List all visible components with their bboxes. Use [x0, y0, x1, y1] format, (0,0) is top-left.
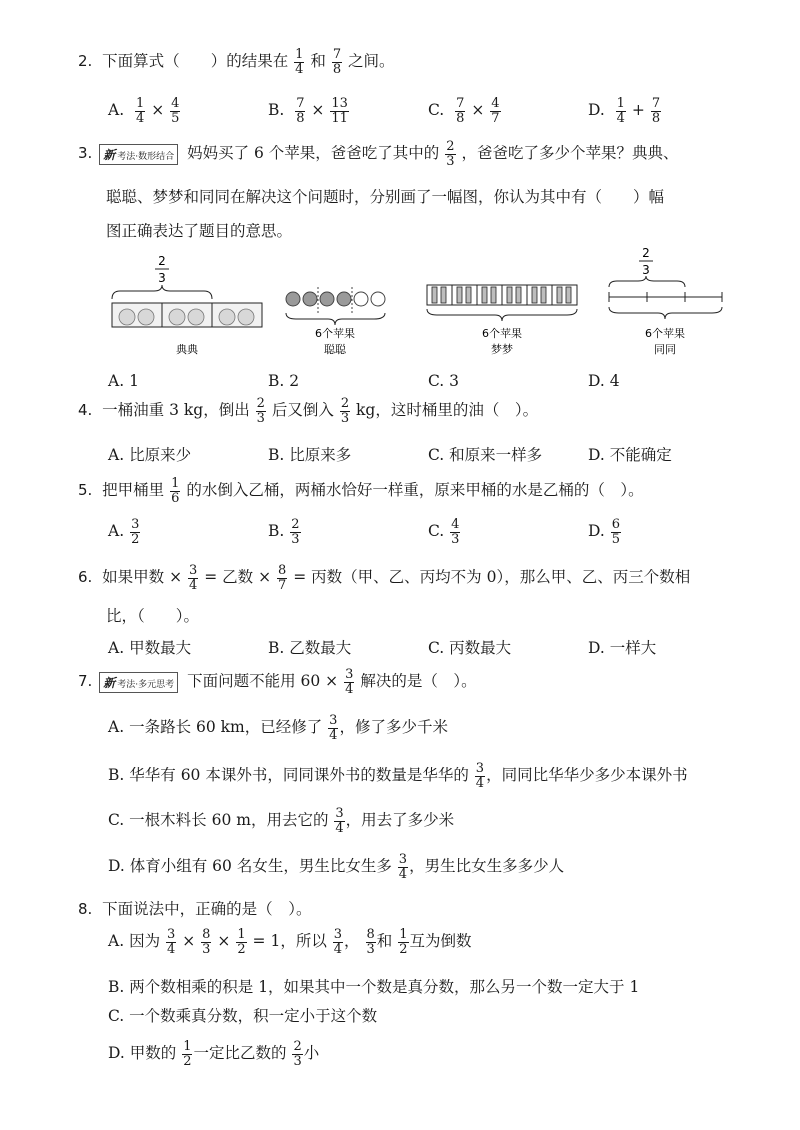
svg-text:典典: 典典 [176, 343, 198, 356]
q4-option-d[interactable]: D. 不能确定 [588, 446, 672, 464]
q8-option-c[interactable]: C. 一个数乘真分数，积一定小于这个数 [108, 1007, 378, 1025]
q3-option-b[interactable]: B. 2 [268, 372, 300, 390]
q3-line2: 聪聪、梦梦和同同在解决这个问题时，分别画了一幅图，你认为其中有（ ）幅 [106, 188, 665, 206]
q6-option-b[interactable]: B. 乙数最大 [268, 639, 352, 657]
figure-diandian [112, 254, 262, 356]
q2-option-d[interactable]: D. $\frac{1}{4}$ + $\frac{7}{8}$ [588, 96, 661, 126]
q3-new-tag: 新 考法·数形结合 [99, 144, 178, 165]
q5-stem: 5. 把甲桶里 $\frac{1}{6}$ 的水倒入乙桶，两桶水恰好一样重，原来甲桶的水是乙桶的（ ）。 [78, 476, 644, 506]
q5-option-a[interactable]: A. $\frac{3}{2}$ [108, 517, 140, 547]
svg-text:6个苹果: 6个苹果 [482, 327, 522, 340]
q2-stem: 2. 下面算式（ ）的结果在 $\frac{1}{4}$ 和 $\frac{7}{8}$ 之间。 [78, 47, 395, 77]
q5-option-b[interactable]: B. $\frac{2}{3}$ [268, 517, 300, 547]
svg-text:6个苹果: 6个苹果 [315, 327, 355, 340]
q7-option-c[interactable]: C. 一根木料长 60 m，用去它的 $\frac{3}{4}$ ，用去了多少米 [108, 806, 455, 836]
q3-line3: 图正确表达了题目的意思。 [106, 222, 293, 240]
svg-text:聪聪: 聪聪 [324, 343, 346, 356]
q6-option-c[interactable]: C. 丙数最大 [428, 639, 512, 657]
q8-stem: 8. 下面说法中，正确的是（ ）。 [78, 900, 312, 918]
q4-stem: 4. 一桶油重 3 kg，倒出 $\frac{2}{3}$ 后又倒入 $\frac{2}{3}$ kg，这时桶里的油（ ）。 [78, 396, 539, 426]
svg-text:2: 2 [642, 246, 650, 260]
svg-text:6个苹果: 6个苹果 [645, 327, 685, 340]
q6-line2: 比，（ ）。 [106, 607, 200, 625]
figure-tongtong [609, 246, 722, 356]
q7-option-d[interactable]: D. 体育小组有 60 名女生，男生比女生多 $\frac{3}{4}$ ，男生比女生多多少人 [108, 852, 565, 882]
figure-mengmeng [427, 285, 577, 356]
svg-text:梦梦: 梦梦 [491, 343, 513, 356]
q6-stem: 6. 如果甲数 × $\frac{3}{4}$ = 乙数 × $\frac{8}{7}$ = 丙数（甲、乙、丙均不为 0），那么甲、乙、丙三个数相 [78, 563, 691, 593]
q5-option-d[interactable]: D. $\frac{6}{5}$ [588, 517, 621, 547]
q2-option-c[interactable]: C. $\frac{7}{8}$ × $\frac{4}{7}$ [428, 96, 500, 126]
q7-stem: 7. 新 考法·多元思考 下面问题不能用 60 × $\frac{3}{4}$ 解决的是（ ）。 [78, 667, 477, 697]
q6-option-a[interactable]: A. 甲数最大 [108, 639, 192, 657]
q8-option-b[interactable]: B. 两个数相乘的积是 1，如果其中一个数是真分数，那么另一个数一定大于 1 [108, 978, 640, 996]
q4-option-a[interactable]: A. 比原来少 [108, 446, 192, 464]
q8-option-a[interactable]: A. 因为 $\frac{3}{4}$ × $\frac{8}{3}$ × $\frac{1}{2}$ = 1，所以 $\frac{3}{4}$ ， $\frac{8}{3}$ 和 $\frac{1}{2}$ 互为倒数 [108, 927, 472, 957]
q5-option-c[interactable]: C. $\frac{4}{3}$ [428, 517, 460, 547]
svg-text:3: 3 [642, 263, 650, 277]
q3-option-c[interactable]: C. 3 [428, 372, 460, 390]
q2-option-a[interactable]: A. $\frac{1}{4}$ × $\frac{4}{5}$ [108, 96, 180, 126]
svg-text:3: 3 [158, 271, 166, 285]
q4-option-c[interactable]: C. 和原来一样多 [428, 446, 543, 464]
q3-figure [100, 245, 740, 365]
q2-option-b[interactable]: B. $\frac{7}{8}$ × $\frac{13}{11}$ [268, 96, 348, 126]
q3-option-a[interactable]: A. 1 [108, 372, 139, 390]
q7-new-tag: 新 考法·多元思考 [99, 672, 178, 693]
q7-option-a[interactable]: A. 一条路长 60 km，已经修了 $\frac{3}{4}$ ，修了多少千米 [108, 713, 448, 743]
q4-option-b[interactable]: B. 比原来多 [268, 446, 352, 464]
figure-congcong [286, 287, 385, 356]
svg-text:2: 2 [158, 254, 166, 268]
q7-option-b[interactable]: B. 华华有 60 本课外书，同同课外书的数量是华华的 $\frac{3}{4}$ ，同同比华华少多少本课外书 [108, 761, 688, 791]
svg-text:同同: 同同 [654, 343, 676, 356]
q3-option-d[interactable]: D. 4 [588, 372, 620, 390]
q3-stem: 3. 新 考法·数形结合 妈妈买了 6 个苹果，爸爸吃了其中的 $\frac{2}{3}$ ，爸爸吃了多少个苹果？典典、 [78, 139, 679, 169]
q6-option-d[interactable]: D. 一样大 [588, 639, 657, 657]
q8-option-d[interactable]: D. 甲数的 $\frac{1}{2}$ 一定比乙数的 $\frac{2}{3}$ 小 [108, 1039, 320, 1069]
